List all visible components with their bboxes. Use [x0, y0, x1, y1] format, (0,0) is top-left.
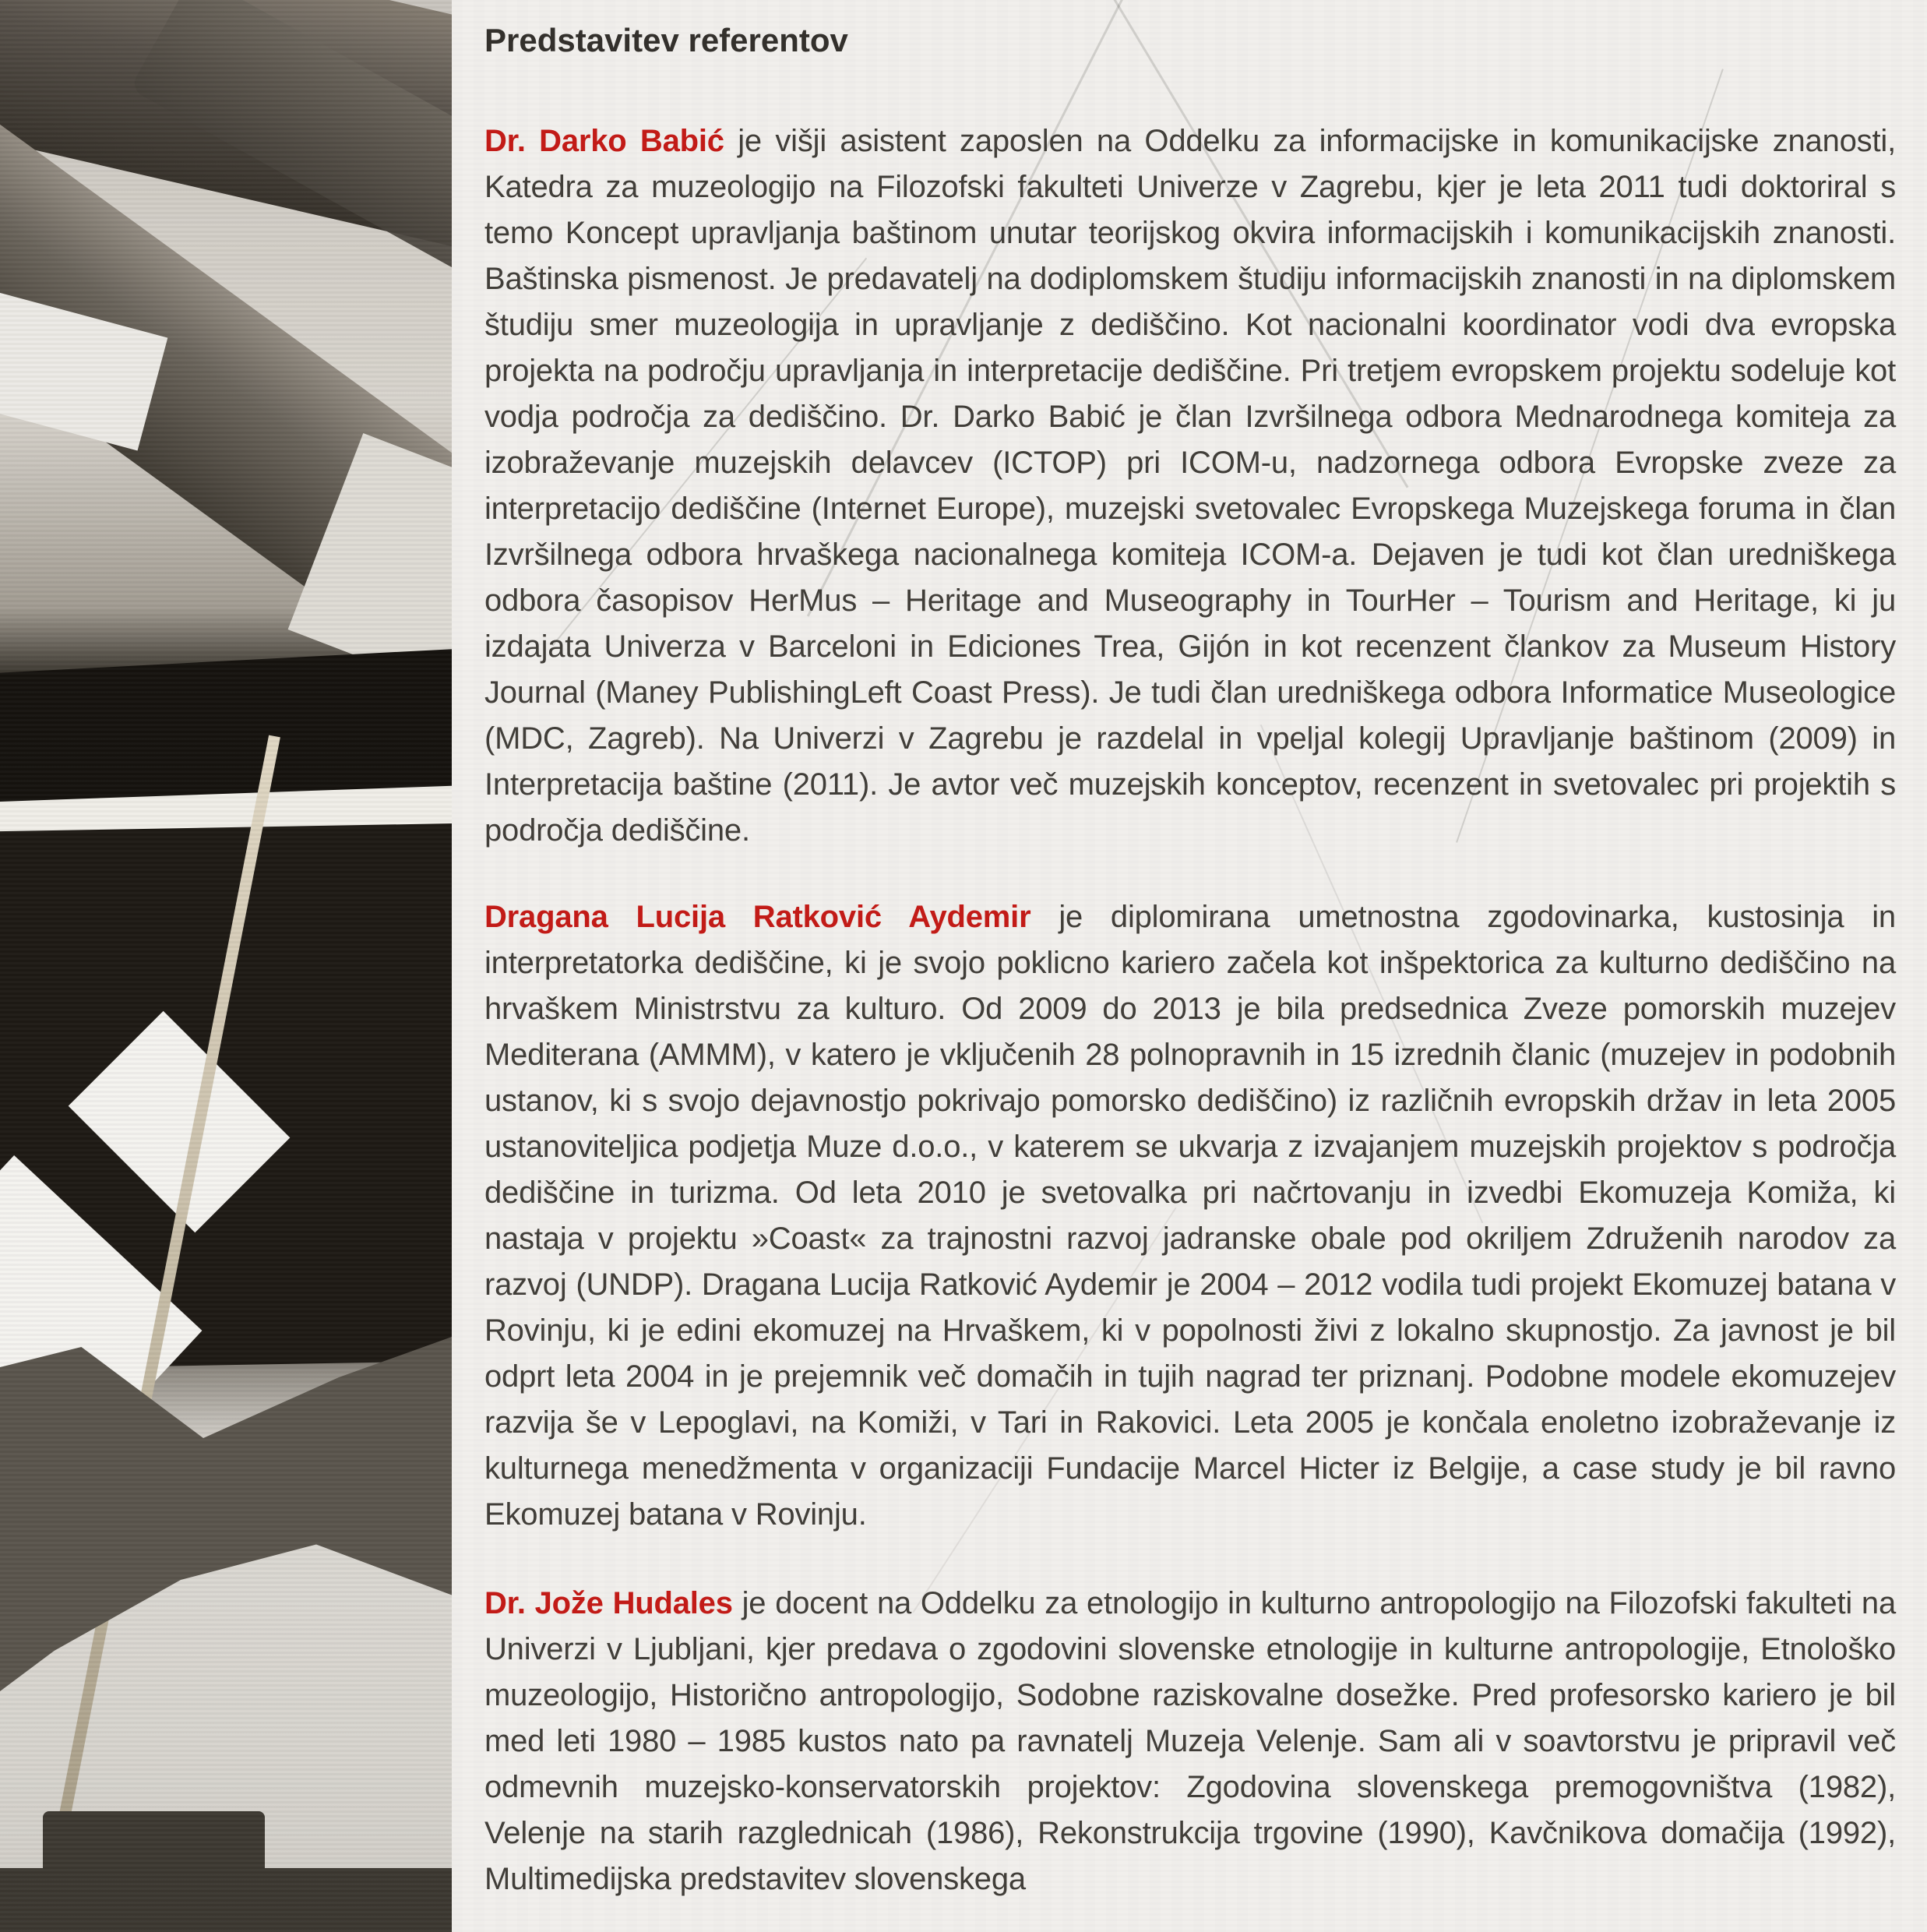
person-name: Dr. Darko Babić [484, 124, 724, 158]
shadow-mass-shape [0, 1317, 452, 1823]
person-name: Dr. Jože Hudales [484, 1586, 733, 1620]
dark-plank-shape [0, 647, 452, 810]
person-paragraph-dragana-ratkovic-aydemir [484, 894, 1896, 1538]
person-paragraph-joze-hudales [484, 1581, 1896, 1902]
content-panel [452, 0, 1927, 1932]
paragraph-text: je diplomirana umetnostna zgodovinarka, kustosinja in interpretatorka dediščine, ki je svojo poklicno kariero začela kot inšpektorica za kulturno dediščino na hrvaškem Ministrstvu za kulturo. Od 2009 do 2013 je bila predsednica Zveze pomorskih muzejev Mediterana (AMMM), v katero je vključenih 28 polnopravnih in 15 izrednih članic (muzejev in podobnih ustanov, ki s svojo dejavnostjo pokrivajo pomorsko dediščino) iz različnih evropskih držav in leta 2005 ustanoviteljica podjetja Muze d.o.o., v katerem se ukvarja z izvajanjem muzejskih projektov s področja dediščine in turizma. Od leta 2010 je svetovalka pri načrtovanju in izvedbi Ekomuzeja Komiža, ki nastaja v projektu »Coast« za trajnostni razvoj jadranske obale pod okriljem Združenih narodov za razvoj (UNDP). Dragana Lucija Ratković Aydemir je 2004 – 2012 vodila tudi projekt Ekomuzej batana v Rovinju, ki je edini ekomuzej na Hrvaškem, ki v popolnosti živi z lokalno skupnostjo. Za javnost je bil odprt leta 2004 in je prejemnik več domačih in tujih nagrad ter priznanj. Podobne modele ekomuzejev razvija še v Lepoglavi, na Komiži, v Tari in Rakovici. Leta 2005 je končala enoletno izobraževanje iz kulturnega menedžmenta v organizaciji Fundacije Marcel Hicter iz Belgije, a case study je bil ravno Ekomuzej batana v Rovinju. [484, 900, 1896, 1532]
shadow-mass-shape [0, 1868, 452, 1932]
person-name: Dragana Lucija Ratković Aydemir [484, 900, 1031, 934]
wooden-beams-photo [0, 0, 452, 1932]
page-title: Predstavitev referentov [484, 22, 848, 58]
paragraph-text: je višji asistent zaposlen na Oddelku za informacijske in komunikacijske znanosti, Katedra za muzeologijo na Filozofski fakulteti Univerze v Zagrebu, kjer je leta 2011 tudi doktoriral s temo Koncept upravljanja baštinom unutar teorijskog okvira informacijskih i komunikacijskih znanosti. Baštinska pismenost. Je predavatelj na dodiplomskem študiju informacijskih znanosti in na diplomskem študiju smer muzeologija in upravljanje z dediščino. Kot nacionalni koordinator vodi dva evropska projekta na področju upravljanja in interpretacije dediščine. Pri tretjem evropskem projektu sodeluje kot vodja področja za dediščino. Dr. Darko Babić je član Izvršilnega odbora Mednarodnega komiteja za izobraževanje muzejskih delavcev (ICTOP) pri ICOM-u, nadzornega odbora Evropske zveze za interpretacijo dediščine (Internet Europe), muzejski svetovalec Evropskega Muzejskega foruma in član Izvršilnega odbora hrvaškega nacionalnega komiteja ICOM-a. Dejaven je tudi kot član uredniškega odbora časopisov HerMus – Heritage and Museography in TourHer – Tourism and Heritage, ki ju izdajata Univerza v Barceloni in Ediciones Trea, Gijón in kot recenzent člankov za Museum History Journal (Maney PublishingLeft Coast Press). Je tudi član uredniškega odbora Informatice Museologice (MDC, Zagreb). Na Univerzi v Zagrebu je razdelal in vpeljal kolegij Upravljanje baštinom (2009) in Interpretacija baštine (2011). Je avtor več muzejskih konceptov, recenzent in svetovalec pri projektih s področja dediščine. [484, 124, 1896, 848]
paragraph-text: je docent na Oddelku za etnologijo in kulturno antropologijo na Filozofski fakulteti na Univerzi v Ljubljani, kjer predava o zgodovini slovenske etnologije in kulturne antropologije, Etnološko muzeologijo, Historično antropologijo, Sodobne raziskovalne dosežke. Pred profesorsko kariero je bil med leti 1980 – 1985 kustos nato pa ravnatelj Muzeja Velenje. Sam ali v soavtorstvu je pripravil več odmevnih muzejsko-konservatorskih projektov: Zgodovina slovenskega premogovništva (1982), Velenje na starih razglednicah (1986), Rekonstrukcija trgovine (1990), Kavčnikova domačija (1992), Multimedijska predstavitev slovenskega [484, 1586, 1896, 1896]
person-paragraph-darko-babic [484, 118, 1896, 854]
